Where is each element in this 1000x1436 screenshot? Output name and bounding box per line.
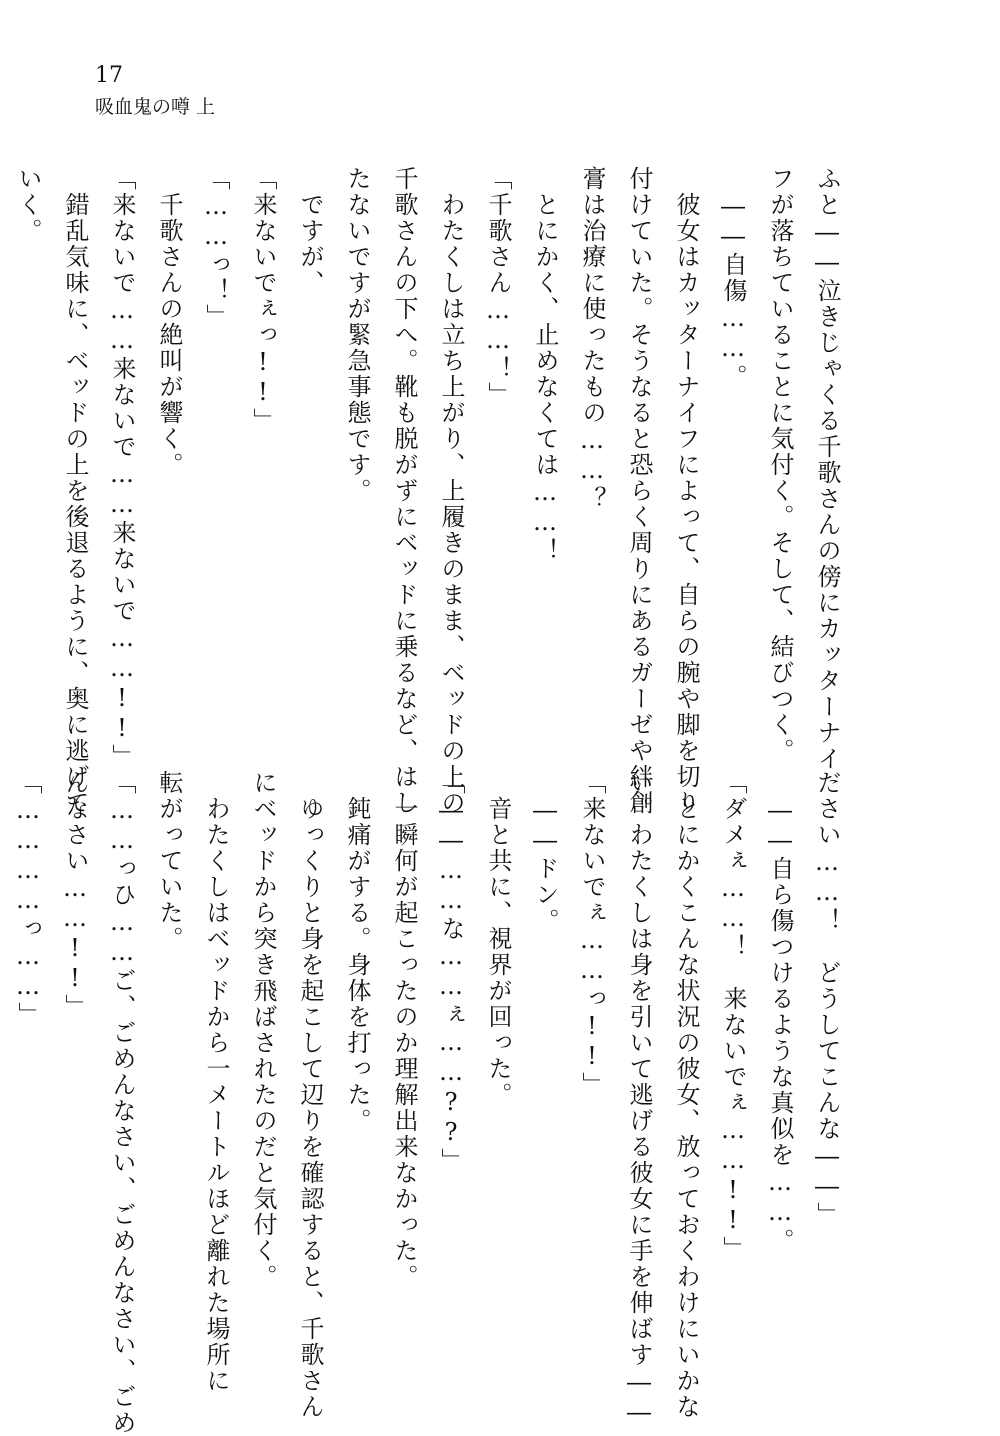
text-block-bottom [0,770,850,1436]
text-line: ――自ら傷つけるような真似を……。 [766,770,794,1254]
text-line: 「来ないでぇっ!!」 [249,166,277,434]
text-line: ――自傷……。 [719,166,747,390]
text-line: 「……っひ……ご、ごめんなさい、ごめんなさい、ごめ [108,770,136,1436]
text-line: 千歌さんの下へ。靴も脱がずにベッドに乗るなど、はし [390,166,418,816]
text-line: 一瞬何が起こったのか理解出来なかった。 [390,770,418,1290]
text-line: 「来ないでぇ……っ!!」 [578,770,606,1098]
text-line: 鈍痛がする。身体を打った。 [343,770,371,1134]
text-line: とにかく、止めなくては……！ [531,166,559,564]
text-line: ふと――泣きじゃくる千歌さんの傍にカッターナイ [813,166,841,772]
text-line: ――ドン。 [531,770,559,934]
text-line: 「ダメぇ……！ 来ないでぇ……!!」 [719,770,747,1262]
text-line: 「…………っ……」 [14,770,42,1028]
text-line: わたくしはベッドから一メートルほど離れた場所に [202,770,230,1394]
page-header [95,62,215,120]
text-line: わたくしは立ち上がり、上履きのまま、ベッドの上の [437,166,465,816]
text-line: 「来ないで……来ないで……来ないで……!!」 [108,166,136,770]
text-line: 千歌さんの絶叫が響く。 [155,166,183,478]
text-line: たないですが緊急事態です。 [343,166,371,504]
text-block-top [0,166,850,816]
text-line: い。わたくしは身を引いて逃げる彼女に手を伸ばす―― [625,770,653,1428]
text-line: フが落ちていることに気付く。そして、結びつく。 [766,166,794,764]
text-line: 付けていた。そうなると恐らく周りにあるガーゼや絆創 [625,166,653,816]
page-number: 17 [95,63,123,88]
text-line: 転がっていた。 [155,770,183,952]
text-line: 音と共に、視界が回った。 [484,770,512,1108]
text-line: 「千歌さん……！」 [484,166,512,408]
text-line: ですが、 [296,166,324,296]
text-line: んなさい……!!」 [61,770,89,1020]
text-line: ださい……！ どうしてこんな――」 [813,770,841,1228]
text-line: ゆっくりと身を起こして辺りを確認すると、千歌さん [296,770,324,1420]
text-line: にベッドから突き飛ばされたのだと気付く。 [249,770,277,1290]
chapter-title: 吸血鬼の噂 上 [95,96,216,118]
text-line: いく。 [14,166,42,244]
text-line: 彼女はカッターナイフによって、自らの腕や脚を切り [672,166,700,816]
text-line: とにかくこんな状況の彼女、放っておくわけにいかな [672,770,700,1420]
text-line: 膏は治療に使ったもの……？ [578,166,606,512]
text-line: 錯乱気味に、ベッドの上を後退るように、奥に逃げて [61,166,89,816]
text-line [0,770,4,1350]
text-line [0,166,4,726]
text-line: 「――……な……ぇ……??」 [437,770,465,1174]
text-line: 「……っ！」 [202,166,230,330]
